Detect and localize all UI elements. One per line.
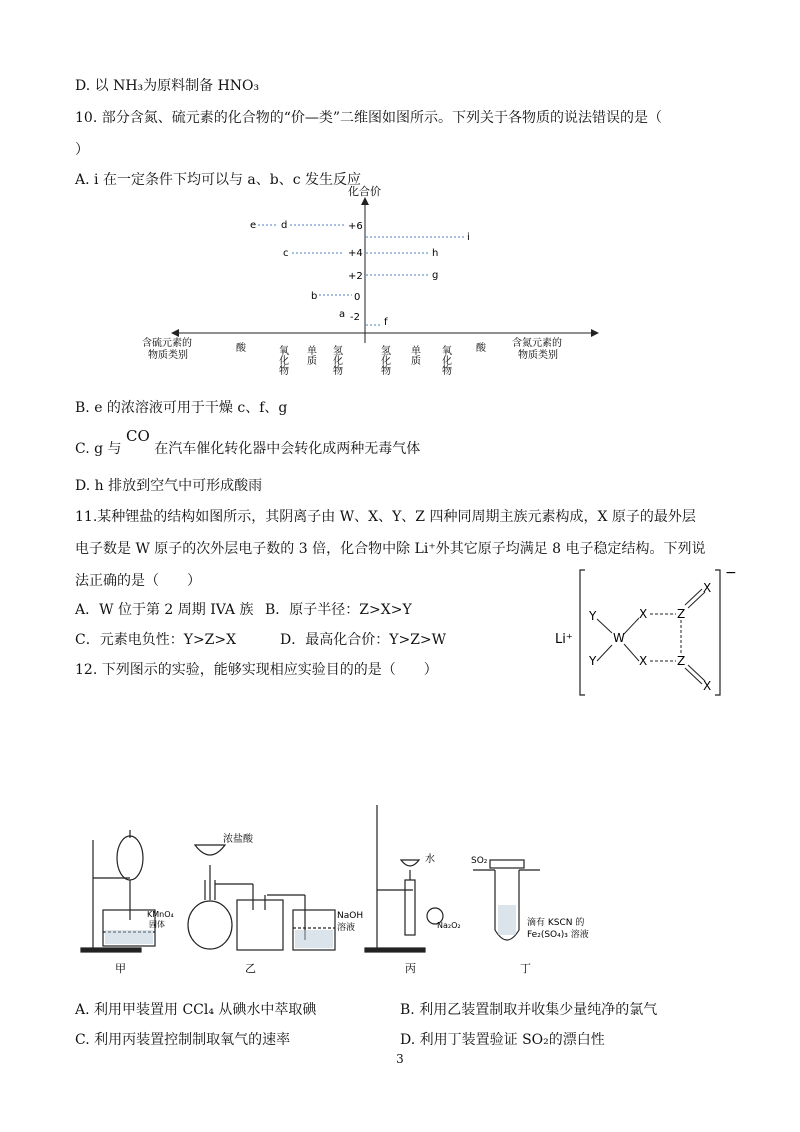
tick-zero: 0 xyxy=(354,292,361,303)
label-ding: 丁 xyxy=(520,962,531,975)
label-kmno4-2: 固体 xyxy=(149,920,165,929)
label-conc-hcl: 浓盐酸 xyxy=(223,834,253,845)
atom-x-upper-mid: X xyxy=(639,607,648,621)
tick-plus6: +6 xyxy=(348,221,363,232)
label-kmno4-1: KMnO₄ xyxy=(147,910,174,919)
atom-y-lower: Y xyxy=(589,654,597,668)
label-jia: 甲 xyxy=(115,962,126,975)
cat-left-hydride: 氢化物 xyxy=(330,345,342,375)
atom-x-top: X xyxy=(703,581,712,595)
q10-stem-line1: 10. 部分含氮、硫元素的化合物的“价—类”二维图如图所示。下列关于各物质的说法错误的是（ xyxy=(75,110,663,126)
atom-z-upper: Z xyxy=(677,607,686,621)
atom-y-upper: Y xyxy=(589,609,597,623)
valence-class-diagram xyxy=(140,183,600,383)
point-i: i xyxy=(467,232,470,243)
point-g: g xyxy=(432,270,439,281)
cat-right-acid: 酸 xyxy=(476,343,486,354)
atom-x-bottom: X xyxy=(703,679,712,693)
point-e: e xyxy=(250,220,257,231)
q11-stem-line3: 法正确的是（ ） xyxy=(75,573,201,589)
label-yi: 乙 xyxy=(245,962,256,975)
tick-minus2: -2 xyxy=(350,312,360,323)
q9-option-d: D. 以 NH₃为原料制备 HNO₃ xyxy=(75,78,260,94)
apparatus-illustration xyxy=(75,800,595,980)
q10-option-c-co: CO xyxy=(125,427,150,445)
q11-option-b: B．原子半径：Z>X>Y xyxy=(265,602,412,618)
q11-stem-line1: 11.某种锂盐的结构如图所示，其阴离子由 W、X、Y、Z 四种同周期主族元素构成，X 原子的最外层 xyxy=(75,509,696,525)
point-h: h xyxy=(432,248,439,259)
q10-option-a: A. i 在一定条件下均可以与 a、b、c 发生反应 xyxy=(75,172,361,188)
label-so2: SO₂ xyxy=(471,856,488,866)
q10-option-c xyxy=(75,427,421,459)
q12-option-c: C. 利用丙装置控制制取氧气的速率 xyxy=(75,1032,291,1048)
atom-z-lower: Z xyxy=(677,654,686,668)
cat-left-oxide: 氧化物 xyxy=(276,345,288,375)
atom-x-lower-mid: X xyxy=(639,654,648,668)
cat-left-acid: 酸 xyxy=(236,343,246,354)
q12-option-d: D. 利用丁装置验证 SO₂的漂白性 xyxy=(400,1032,605,1048)
q11-stem-line2: 电子数是 W 原子的次外层电子数的 3 倍，化合物中除 Li⁺外其它原子均满足 8 电子稳定结构。下列说 xyxy=(75,541,706,557)
q10-option-d: D. h 排放到空气中可形成酸雨 xyxy=(75,478,263,494)
q12-option-b: B. 利用乙装置制取并收集少量纯净的氯气 xyxy=(400,1002,658,1018)
y-axis-label: 化合价 xyxy=(348,185,381,198)
label-naoh-2: 溶液 xyxy=(337,923,356,933)
label-na2o2: Na₂O₂ xyxy=(437,921,461,930)
tick-plus4: +4 xyxy=(348,248,363,259)
cat-right-element: 单质 xyxy=(408,345,420,365)
left-axis-label-1: 含硫元素的 xyxy=(142,338,192,349)
right-axis-label-1: 含氮元素的 xyxy=(512,338,562,349)
right-axis-label-2: 物质类别 xyxy=(518,350,558,361)
q10-option-b: B. e 的浓溶液可用于干燥 c、f、g xyxy=(75,400,288,416)
q10-option-c-pre: C. g 与 xyxy=(75,441,122,457)
left-axis-label-2: 物质类别 xyxy=(148,350,188,361)
cat-right-oxide: 氧化物 xyxy=(439,345,451,375)
point-a: a xyxy=(339,309,346,320)
q10-stem-line2: ） xyxy=(75,142,89,158)
q11-option-a: A．W 位于第 2 周期 IVA 族 xyxy=(75,602,254,618)
point-b: b xyxy=(311,291,318,302)
label-water: 水 xyxy=(425,854,435,865)
page-number: 3 xyxy=(396,1052,404,1066)
label-bing: 丙 xyxy=(405,962,416,975)
cat-left-element: 单质 xyxy=(304,345,316,365)
q11-option-c: C．元素电负性：Y>Z>X xyxy=(75,632,237,648)
q12-option-a: A. 利用甲装置用 CCl₄ 从碘水中萃取碘 xyxy=(75,1002,317,1018)
tick-plus2: +2 xyxy=(348,271,363,282)
atom-w: W xyxy=(613,631,625,645)
point-d: d xyxy=(281,220,288,231)
q12-stem: 12. 下列图示的实验，能够实现相应实验目的的是（ ） xyxy=(75,662,438,678)
anion-charge: − xyxy=(725,565,737,581)
q10-option-c-post: 在汽车催化转化器中会转化成两种无毒气体 xyxy=(154,441,421,457)
cat-right-hydride: 氢化物 xyxy=(378,345,390,375)
label-kscn-2: Fe₂(SO₄)₃ 溶液 xyxy=(527,930,589,940)
lithium-salt-structure xyxy=(555,565,745,700)
lithium-cation: Li⁺ xyxy=(555,632,573,647)
q11-option-d: D．最高化合价：Y>Z>W xyxy=(280,632,447,648)
point-f: f xyxy=(384,317,388,328)
label-kscn-1: 滴有 KSCN 的 xyxy=(527,918,585,928)
point-c: c xyxy=(283,248,289,259)
label-naoh-1: NaOH xyxy=(337,911,364,921)
